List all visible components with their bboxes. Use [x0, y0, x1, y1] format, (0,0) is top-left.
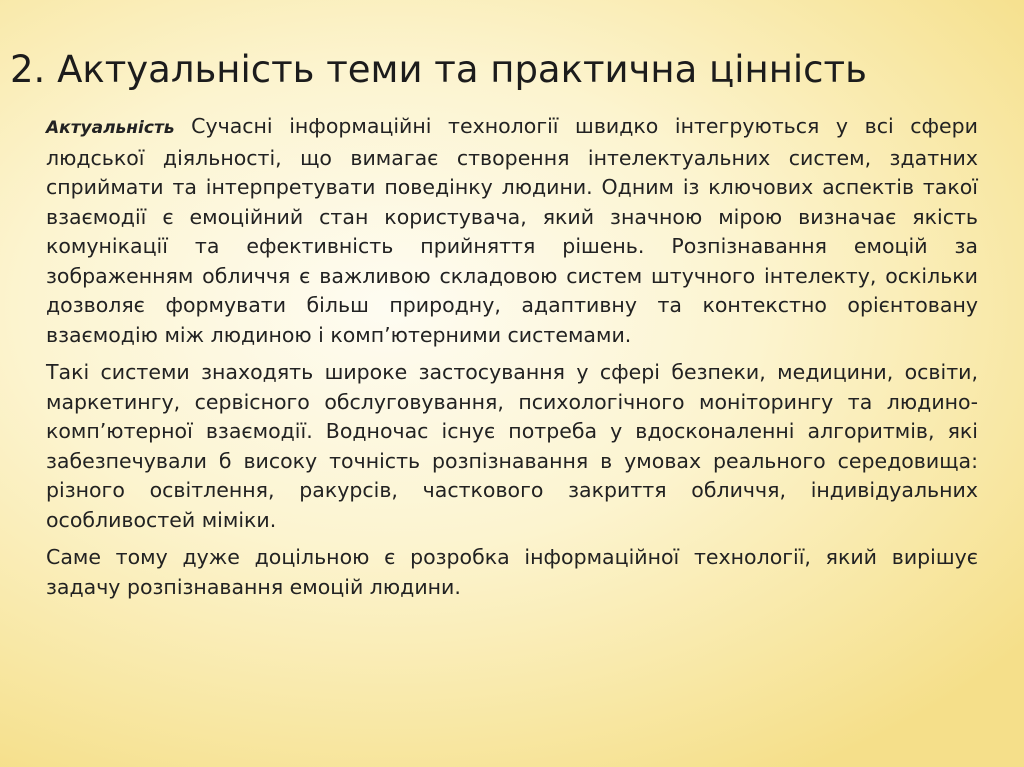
paragraph-conclusion: Саме тому дуже доцільною є розробка інформаційної технології, який вирішує задачу розпізнавання емоцій людини. — [46, 545, 978, 599]
slide-title: 2. Актуальність теми та практична цінність — [10, 48, 867, 91]
relevance-lead-label: Актуальність — [46, 118, 175, 138]
paragraph-relevance — [46, 112, 978, 350]
paragraph-applications: Такі системи знаходять широке застосування у сфері безпеки, медицини, освіти, маркетингу, сервісного обслуговування, психологічного моніторингу та людино-комп’ютерної взаємодії. Водночас існує потреба у вдосконаленні алгоритмів, які забезпечували б високу точність розпізнавання в умовах реального середовища: різного освітлення, ракурсів, часткового закриття обличчя, індивідуальних особливостей міміки. — [46, 360, 978, 532]
slide-body — [46, 112, 978, 610]
relevance-text: Сучасні інформаційні технології швидко інтегруються у всі сфери людської діяльності, що вимагає створення інтелектуальних систем, здатних сприймати та інтерпретувати поведінку людини. Одним із ключових аспектів такої взаємодії є емоційний стан користувача, який значною мірою визначає якість комунікації та ефективність прийняття рішень. Розпізнавання емоцій за зображенням обличчя є важливою складовою систем штучного інтелекту, оскільки дозволяє формувати більш природну, адаптивну та контекстно орієнтовану взаємодію між людиною і комп’ютерними системами. — [46, 114, 978, 347]
